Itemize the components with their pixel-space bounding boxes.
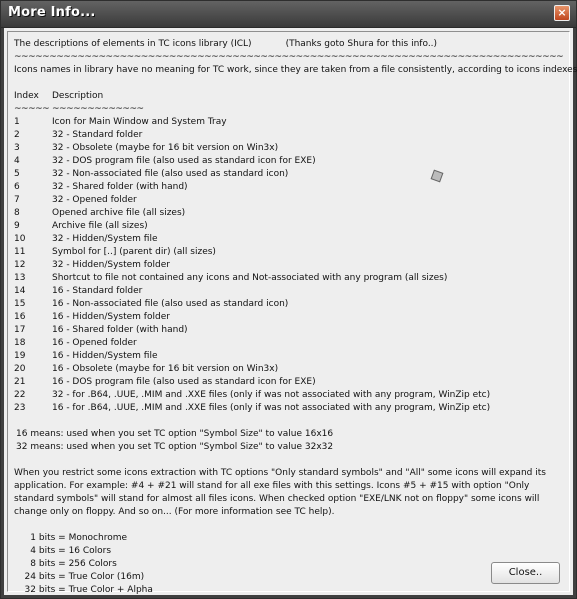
row-index: 7 xyxy=(14,195,20,205)
bits-count: 1 xyxy=(30,533,36,543)
bits-label: bits = True Color + Alpha xyxy=(38,585,153,595)
row-index: 20 xyxy=(14,364,26,374)
table-row xyxy=(14,220,565,233)
bits-item xyxy=(14,558,565,571)
bits-count: 24 xyxy=(24,572,36,582)
row-description: 32 - Opened folder xyxy=(52,195,137,205)
row-description: 32 - Obsolete (maybe for 16 bit version on Win3x) xyxy=(52,143,279,153)
row-description: 32 - Standard folder xyxy=(52,130,143,140)
row-description: Opened archive file (all sizes) xyxy=(52,208,186,218)
row-index: 14 xyxy=(14,286,26,296)
bits-item xyxy=(14,571,565,584)
table-row xyxy=(14,233,565,246)
table-row xyxy=(14,376,565,389)
row-index: 2 xyxy=(14,130,20,140)
row-description: 16 - Obsolete (maybe for 16 bit version on Win3x) xyxy=(52,364,279,374)
table-row xyxy=(14,363,565,376)
row-index: 23 xyxy=(14,403,26,413)
table-row xyxy=(14,155,565,168)
row-description: Archive file (all sizes) xyxy=(52,221,148,231)
table-row xyxy=(14,324,565,337)
close-icon[interactable]: × xyxy=(554,5,570,21)
row-index: 11 xyxy=(14,247,26,257)
row-index: 13 xyxy=(14,273,26,283)
bits-item xyxy=(14,584,565,597)
info-text-panel xyxy=(7,31,577,595)
table-row xyxy=(14,194,565,207)
table-row xyxy=(14,337,565,350)
table-row xyxy=(14,259,565,272)
title-bar[interactable] xyxy=(1,1,576,28)
row-index: 9 xyxy=(14,221,20,231)
row-index: 15 xyxy=(14,299,26,309)
table-row xyxy=(14,272,565,285)
close-button[interactable]: Close.. xyxy=(491,562,560,584)
row-index: 5 xyxy=(14,169,20,179)
row-index: 3 xyxy=(14,143,20,153)
table-row xyxy=(14,116,565,129)
row-description: 32 - Non-associated file (also used as standard icon) xyxy=(52,169,289,179)
bits-count: 8 xyxy=(30,559,36,569)
row-description: 16 - Shared folder (with hand) xyxy=(52,325,188,335)
table-header-rule: ~~~~~ ~~~~~~~~~~~~~ xyxy=(14,104,144,114)
table-row xyxy=(14,311,565,324)
row-index: 19 xyxy=(14,351,26,361)
row-description: 32 - Hidden/System folder xyxy=(52,260,170,270)
row-index: 12 xyxy=(14,260,26,270)
table-row xyxy=(14,207,565,220)
row-description: 16 - for .B64, .UUE, .MIM and .XXE files (only if was not associated with any program, WinZip etc) xyxy=(52,403,491,413)
info-text xyxy=(14,38,577,597)
row-description: 16 - Hidden/System folder xyxy=(52,312,170,322)
symbol-size-16: 16 means: used when you set TC option "Symbol Size" to value 16x16 xyxy=(16,429,334,439)
bits-item xyxy=(14,545,565,558)
table-row xyxy=(14,246,565,259)
dialog-body xyxy=(4,28,577,595)
table-row xyxy=(14,350,565,363)
table-row xyxy=(14,168,565,181)
bits-count: 4 xyxy=(30,546,36,556)
table-row xyxy=(14,298,565,311)
col-description: Description xyxy=(52,91,104,101)
bits-label: bits = 256 Colors xyxy=(38,559,117,569)
row-description: Symbol for [..] (parent dir) (all sizes) xyxy=(52,247,216,257)
window-title: More Info... xyxy=(8,5,96,20)
table-row xyxy=(14,389,565,402)
table-row xyxy=(14,129,565,142)
bits-item xyxy=(14,532,565,545)
row-description: 16 - Standard folder xyxy=(52,286,143,296)
row-description: 16 - Opened folder xyxy=(52,338,137,348)
bits-label: bits = True Color (16m) xyxy=(38,572,145,582)
row-description: 16 - Non-associated file (also used as standard icon) xyxy=(52,299,289,309)
header-rule: ~~~~~~~~~~~~~~~~~~~~~~~~~~~~~~~~~~~~~~~~~~~~~~~~~~~~~~~~~~~~~~~~~~~~~~~~~~~~~~ xyxy=(14,52,564,62)
row-description: 32 - Shared folder (with hand) xyxy=(52,182,188,192)
restrict-paragraph: When you restrict some icons extraction with TC options "Only standard symbols" and "All" some icons will expand its application. For example: #4 + #21 will stand for all exe files with this settings. Icons #5 + #15 with option "Only standard symbols" will stand for almost all files icons. When checked option "EXE/LNK not on floppy" some icons will change only on floppy. And so on... (For more information see TC help). xyxy=(14,468,546,517)
table-row xyxy=(14,402,565,415)
row-index: 18 xyxy=(14,338,26,348)
table-row xyxy=(14,285,565,298)
row-index: 8 xyxy=(14,208,20,218)
header-line xyxy=(14,38,565,51)
row-index: 1 xyxy=(14,117,20,127)
row-description: 32 - Hidden/System file xyxy=(52,234,158,244)
table-row xyxy=(14,142,565,155)
header-credit: (Thanks goto Shura for this info..) xyxy=(285,39,438,49)
row-description: 16 - DOS program file (also used as standard icon for EXE) xyxy=(52,377,316,387)
row-description: 32 - for .B64, .UUE, .MIM and .XXE files (only if was not associated with any program, WinZip etc) xyxy=(52,390,491,400)
bits-label: bits = 16 Colors xyxy=(38,546,112,556)
row-index: 16 xyxy=(14,312,26,322)
bits-count: 32 xyxy=(24,585,36,595)
row-index: 22 xyxy=(14,390,26,400)
row-index: 21 xyxy=(14,377,26,387)
header-title: The descriptions of elements in TC icons library (ICL) xyxy=(14,39,252,49)
row-description: 32 - DOS program file (also used as standard icon for EXE) xyxy=(52,156,316,166)
table-row xyxy=(14,181,565,194)
row-description: Shortcut to file not contained any icons and Not-associated with any program (all sizes) xyxy=(52,273,448,283)
col-index: Index xyxy=(14,91,39,101)
table-header xyxy=(14,90,565,103)
bits-list xyxy=(14,532,565,597)
row-index: 6 xyxy=(14,182,20,192)
symbol-size-32: 32 means: used when you set TC option "Symbol Size" to value 32x32 xyxy=(16,442,334,452)
row-index: 4 xyxy=(14,156,20,166)
bits-label: bits = Monochrome xyxy=(38,533,128,543)
row-index: 10 xyxy=(14,234,26,244)
row-description: 16 - Hidden/System file xyxy=(52,351,158,361)
row-description: Icon for Main Window and System Tray xyxy=(52,117,227,127)
icon-index-table xyxy=(14,116,565,415)
intro-line: Icons names in library have no meaning for TC work, since they are taken from a file consistently, according to icons indexes xyxy=(14,65,577,75)
row-index: 17 xyxy=(14,325,26,335)
